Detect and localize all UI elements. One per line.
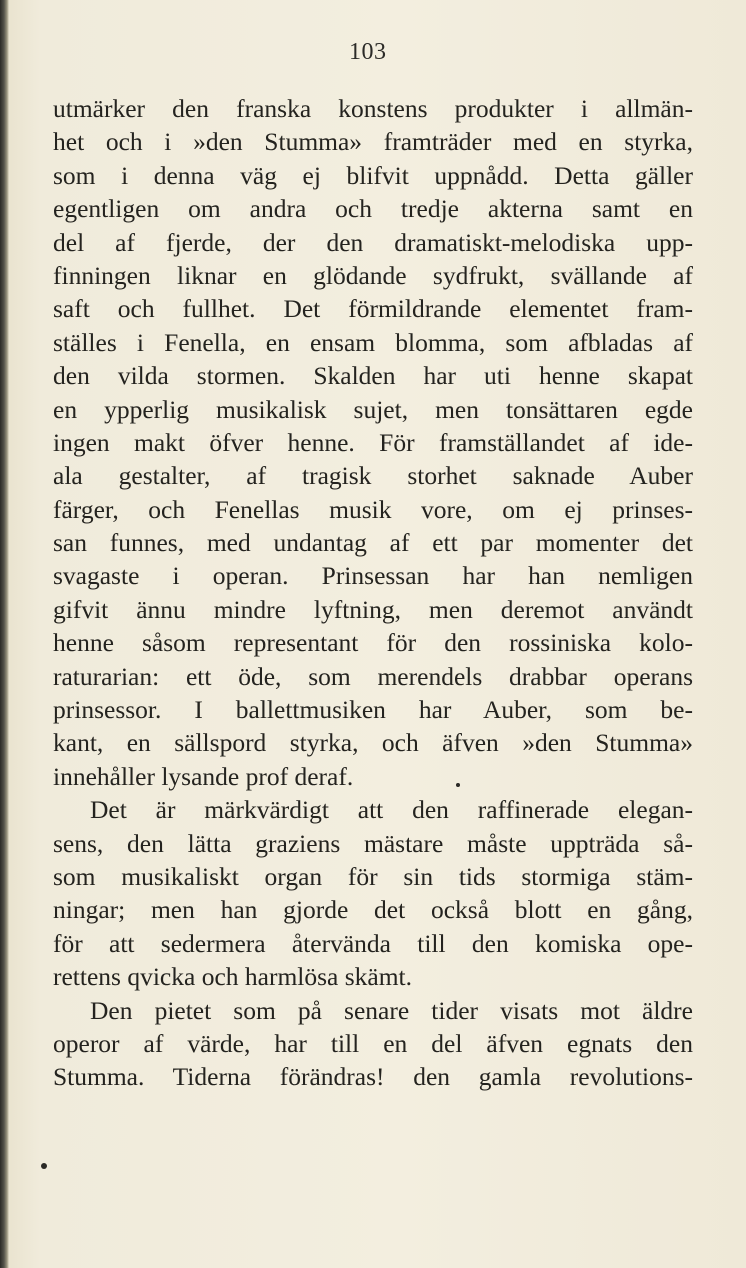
text-line: kant, en sällspord styrka, och äfven »den Stumma»	[53, 728, 693, 758]
text-line: ingen makt öfver henne. För framställandet af ide-	[53, 427, 693, 457]
text-line: som musikaliskt organ för sin tids stormiga stäm-	[53, 861, 693, 891]
text-line: rettens qvicka och harmlösa skämt.	[53, 962, 413, 992]
text-line: ställes i Fenella, en ensam blomma, som afbladas af	[53, 327, 693, 357]
text-line: henne såsom representant för den rossiniska kolo-	[53, 628, 693, 658]
text-line: het och i »den Stumma» framträder med en styrka,	[53, 127, 693, 157]
text-line: som i denna väg ej blifvit uppnådd. Detta gäller	[53, 160, 693, 190]
text-line: svagaste i operan. Prinsessan har han nemligen	[53, 561, 693, 591]
text-line: operor af värde, har till en del äfven egnats den	[53, 1028, 693, 1058]
print-speck	[41, 1163, 47, 1169]
text-line: en ypperlig musikalisk sujet, men tonsättaren egde	[53, 394, 693, 424]
text-line: finningen liknar en glödande sydfrukt, svällande af	[53, 260, 693, 290]
text-line: saft och fullhet. Det förmildrande elementet fram-	[53, 294, 693, 324]
page-number: 103	[349, 39, 387, 65]
text-line: egentligen om andra och tredje akterna samt en	[53, 194, 693, 224]
text-line: gifvit ännu mindre lyftning, men deremot användt	[53, 594, 693, 624]
text-line: innehåller lysande prof deraf.	[53, 761, 354, 791]
body-text	[53, 92, 693, 1094]
text-line: ala gestalter, af tragisk storhet saknade Auber	[53, 461, 693, 491]
text-line: Det är märkvärdigt att den raffinerade elegan-	[90, 795, 693, 825]
text-line: prinsessor. I ballettmusiken har Auber, som be-	[53, 695, 693, 725]
text-line: raturarian: ett öde, som merendels drabbar operans	[53, 661, 693, 691]
text-line: sens, den lätta graziens mästare måste uppträda så-	[53, 828, 693, 858]
text-line: den vilda stormen. Skalden har uti henne skapat	[53, 361, 693, 391]
text-line: Stumma. Tiderna förändras! den gamla revolutions-	[53, 1062, 693, 1092]
text-line: utmärker den franska konstens produkter i allmän-	[53, 94, 693, 123]
text-line: del af fjerde, der den dramatiskt-melodiska upp-	[53, 227, 693, 257]
text-line: ningar; men han gjorde det också blott en gång,	[53, 895, 693, 925]
text-line: Den pietet som på senare tider visats mot äldre	[90, 995, 693, 1025]
text-line: för att sedermera återvända till den komiska ope-	[53, 928, 693, 958]
print-speck	[456, 783, 460, 787]
book-binding-edge	[0, 0, 9, 1268]
text-line: färger, och Fenellas musik vore, om ej prinses-	[53, 494, 693, 524]
text-line: san funnes, med undantag af ett par momenter det	[53, 528, 693, 558]
